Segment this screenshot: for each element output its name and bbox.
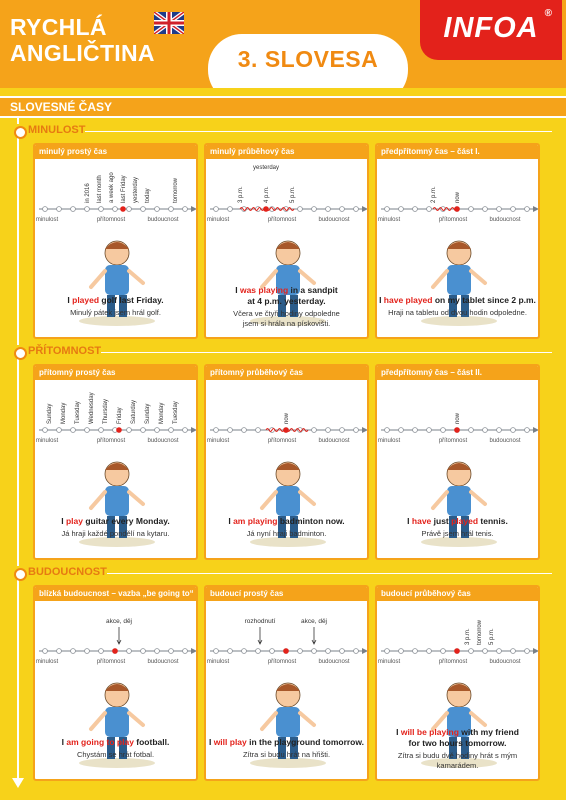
sentence-text: badminton now. [277,516,345,526]
card-header: přítomný prostý čas [35,366,196,380]
timeline-point [326,649,331,654]
tick-label: today [145,188,151,203]
translation-line: Včera ve čtyři hodiny odpoledne [233,309,340,318]
czech-translation [35,750,196,760]
timeline-point [57,207,62,212]
present-marker [120,206,126,212]
example-sentence [377,727,538,749]
tick-label: Friday [117,407,123,424]
tick-label: Sunday [145,403,151,424]
verb-highlight: will play [213,737,247,747]
event-arrow-icon [258,627,262,644]
sentence-text: I [235,285,240,295]
sentence-text: I [228,516,234,526]
timeline-label-present: přítomnost [267,438,297,444]
group-label-future: BUDOUCNOST [14,566,107,578]
example-sentence [35,295,196,306]
timeline-point [256,649,261,654]
translation-line: Zítra si budu dvě hodiny hrát s mým kamarádem. [397,751,518,770]
timeline-point [525,649,530,654]
timeline-point [298,207,303,212]
timeline-point [312,428,317,433]
tick-label: Sunday [47,403,53,424]
timeline-point [113,207,118,212]
card-header: minulý prostý čas [35,145,196,159]
sentence-text: on my tablet since 2 p.m. [432,295,536,305]
tick-label: yesterday [133,176,139,203]
verb-highlight: played [72,295,100,305]
timeline-diagram [206,601,369,671]
czech-translation [206,529,367,539]
timeline-point [183,207,188,212]
tick-label: Tuesday [173,401,179,424]
tense-card [375,364,540,560]
tick-label: in 2016 [85,183,91,203]
timeline-point [326,207,331,212]
czech-translation [206,750,367,760]
timeline-point [155,428,160,433]
sentence-text: I [61,516,66,526]
timeline-label-past: minulost [377,217,401,223]
timeline-point [228,649,233,654]
timeline-point [469,207,474,212]
sentence-line [35,737,196,748]
example-sentence [206,285,367,307]
timeline-point [99,428,104,433]
translation-line: Já hraji každé pondělí na kytaru. [61,529,170,538]
timeline-point [298,649,303,654]
tick-label: tomorrow [477,619,483,645]
example-sentence [377,295,538,306]
czech-translation [377,529,538,539]
czech-translation [377,751,538,771]
sentence-text: I [379,295,384,305]
timeline-point [312,649,317,654]
timeline-diagram [206,380,369,450]
chapter-title: 3. SLOVESA [237,46,379,72]
verb-highlight: am going to play [66,737,134,747]
timeline-point [427,649,432,654]
timeline-point [155,207,160,212]
event-arrow-icon [312,627,316,644]
timeline-point [99,649,104,654]
tick-label: Saturday [131,399,137,424]
example-sentence [206,737,367,748]
tense-card [204,585,369,781]
example-sentence [206,516,367,527]
timeline-label-future: budoucnost [147,217,179,223]
timeline-arrow-icon [533,648,539,654]
timeline-diagram [35,601,198,671]
timeline-label-present: přítomnost [438,659,468,665]
translation-line: Já nyní hraji badminton. [246,529,327,538]
tick-label: 3 p.m. [465,628,471,645]
timeline-point [127,428,132,433]
timeline-point [183,428,188,433]
timeline-point [71,428,76,433]
timeline-arrow-icon [191,648,197,654]
chapter-pill [208,34,408,88]
timeline-point [183,649,188,654]
tense-card [375,143,540,339]
timeline-label-present: přítomnost [438,438,468,444]
tick-label: last Friday [121,175,127,203]
timeline-point [71,207,76,212]
present-marker [454,427,460,433]
tick-label: now [455,191,461,203]
timeline-point [85,207,90,212]
timeline-point [511,428,516,433]
timeline-arrow-icon [191,206,197,212]
timeline-point [43,428,48,433]
sentence-line [377,727,538,738]
timeline-point [354,428,359,433]
timeline-label-past: minulost [206,217,230,223]
sentence-text: golf last Friday. [99,295,164,305]
card-header: minulý průběhový čas [206,145,367,159]
verb-highlight: was playing [239,285,289,295]
verb-highlight: will be playing [400,727,459,737]
tick-label: rozhodnutí [244,618,276,625]
sentence-line [35,295,196,306]
sentence-line [377,516,538,527]
timeline-point [141,428,146,433]
verb-highlight: play [65,516,83,526]
sentence-text: I [208,737,214,747]
translation-line: Minulý pátek jsem hrál golf. [70,308,161,317]
tick-label: akce, děj [300,618,328,625]
timeline-point [354,649,359,654]
timeline-label-past: minulost [377,438,401,444]
timeline-point [155,649,160,654]
timeline-arrow-icon [12,778,24,788]
timeline-point [340,649,345,654]
timeline-diagram [377,380,540,450]
timeline-label-future: budoucnost [318,659,350,665]
timeline-point [85,428,90,433]
timeline-point [413,207,418,212]
page-title [10,14,155,66]
timeline-diagram [35,380,198,450]
timeline-label-past: minulost [206,659,230,665]
timeline-label-future: budoucnost [489,438,521,444]
timeline-point [256,428,261,433]
sentence-line: at 4 p.m. yesterday. [247,296,326,306]
timeline-arrow-icon [362,427,368,433]
tick-label: now [455,412,461,424]
timeline-point [483,649,488,654]
sentence-line [377,295,538,306]
divider [26,131,552,132]
example-sentence [35,737,196,748]
timeline-point [413,649,418,654]
timeline-label-future: budoucnost [147,659,179,665]
sentence-text: I [396,727,401,737]
timeline-point [441,649,446,654]
group-label-present: PŘÍTOMNOST [14,345,101,357]
card-header: předpřítomný čas – část I. [377,145,538,159]
timeline-label-future: budoucnost [318,438,350,444]
timeline-point [57,649,62,654]
sentence-text: I [61,737,67,747]
timeline-point [469,649,474,654]
verb-highlight: have [411,516,432,526]
timeline-point [169,649,174,654]
timeline-arrow-icon [191,427,197,433]
tick-label: 3 p.m. [238,186,244,203]
timeline-axis [17,118,19,782]
page-header [0,0,566,88]
tense-card [33,364,198,560]
verb-highlight: have played [383,295,433,305]
timeline-label-future: budoucnost [489,217,521,223]
timeline-point [228,428,233,433]
timeline-label-present: přítomnost [96,217,126,223]
section-title: SLOVESNÉ ČASY [10,100,113,114]
timeline-arrow-icon [362,206,368,212]
timeline-point [469,428,474,433]
tense-card [204,143,369,339]
timeline-point [413,428,418,433]
title-line-1: RYCHLÁ [10,14,107,40]
card-header: blízká budoucnost – vazba „be going to“ [35,587,196,601]
timeline-point [340,428,345,433]
timeline-point [385,428,390,433]
timeline-diagram [206,159,369,229]
timeline-point [483,207,488,212]
registered-mark: ® [544,8,552,19]
example-sentence [35,516,196,527]
timeline-point [427,207,432,212]
timeline-point [85,649,90,654]
translation-line: Právě jsem hrál tenis. [421,529,494,538]
present-marker [112,648,118,654]
timeline-arrow-icon [533,427,539,433]
czech-translation [35,529,196,539]
sentence-text: tennis. [478,516,508,526]
sentence-line: for two hours tomorrow. [408,738,507,748]
tick-label: Tuesday [75,401,81,424]
tick-label: 4 p.m. [264,186,270,203]
timeline-point [441,428,446,433]
timeline-point [483,428,488,433]
timeline-label-present: přítomnost [438,217,468,223]
timeline-point [399,428,404,433]
timeline-point [525,428,530,433]
timeline-label-past: minulost [35,217,59,223]
timeline-point [214,649,219,654]
timeline-point [385,649,390,654]
timeline-label-future: budoucnost [489,659,521,665]
timeline-label-past: minulost [35,438,59,444]
sentence-line [206,285,367,296]
present-marker [283,648,289,654]
tick-label: last month [97,175,103,203]
tense-card [33,585,198,781]
card-header: přítomný průběhový čas [206,366,367,380]
timeline-point [497,649,502,654]
present-marker [116,427,122,433]
timeline-point [385,207,390,212]
event-arrow-icon [117,627,121,644]
tick-label: Thursday [103,398,109,424]
timeline-point [228,207,233,212]
example-sentence [377,516,538,527]
section-band [0,96,566,118]
timeline-point [141,649,146,654]
timeline-point [270,649,275,654]
czech-translation [35,308,196,318]
czech-translation [206,309,367,329]
sentence-text: guitar every Monday. [82,516,170,526]
card-header: budoucí průběhový čas [377,587,538,601]
present-marker [454,648,460,654]
timeline-point [497,428,502,433]
timeline-point [511,649,516,654]
tick-label: Monday [159,402,165,424]
sentence-line [35,516,196,527]
timeline-point [354,207,359,212]
translation-line: jsem si hrála na pískovišti. [242,319,331,328]
timeline-diagram [35,159,198,229]
tick-label: Wednesday [89,392,95,424]
tense-card [375,585,540,781]
timeline-point [214,207,219,212]
uk-flag-icon [154,12,184,34]
timeline-point [511,207,516,212]
timeline-point [497,207,502,212]
group-label-past: MINULOST [14,124,85,136]
timeline-label-present: přítomnost [96,438,126,444]
czech-translation [377,308,538,318]
timeline-label-present: přítomnost [267,659,297,665]
timeline-arrow-icon [533,206,539,212]
timeline-label-past: minulost [35,659,59,665]
timeline-label-future: budoucnost [147,438,179,444]
verb-highlight: am playing [233,516,278,526]
timeline-point [525,207,530,212]
timeline-label-present: přítomnost [96,659,126,665]
translation-line: Hraji na tabletu od dvou hodin odpoledne. [388,308,527,317]
timeline-point [326,428,331,433]
timeline-point [427,428,432,433]
verb-highlight: played [451,516,479,526]
tense-card [204,364,369,560]
translation-line: Zítra si budu hrát na hřišti. [242,750,331,759]
timeline-point [399,649,404,654]
timeline-point [71,649,76,654]
tick-label: akce, děj [105,618,133,625]
timeline-point [399,207,404,212]
tick-label: Monday [61,402,67,424]
timeline-label-present: přítomnost [267,217,297,223]
timeline-point [169,207,174,212]
title-line-2: ANGLIČTINA [10,40,155,66]
logo-text: INFOA [443,12,539,44]
sentence-text: I [67,295,73,305]
tick-label: now [284,412,290,424]
infoa-logo [420,0,562,60]
timeline-point [99,207,104,212]
sentence-text: in the playground tomorrow. [246,737,365,747]
sentence-line [206,737,367,748]
timeline-point [169,428,174,433]
tick-label: a week ago [109,172,115,203]
timeline-point [141,207,146,212]
sentence-text: football. [133,737,170,747]
timeline-point [127,649,132,654]
timeline-label-past: minulost [206,438,230,444]
timeline-point [242,649,247,654]
timeline-label-past: minulost [377,659,401,665]
sentence-text: just [431,516,452,526]
timeline-point [340,207,345,212]
sentence-text: with my friend [458,727,519,737]
tick-label: tomorrow [173,177,179,203]
timeline-point [43,207,48,212]
tick-label: 5 p.m. [489,628,495,645]
tense-card [33,143,198,339]
timeline-point [127,207,132,212]
card-header: předpřítomný čas – část II. [377,366,538,380]
tick-label: 5 p.m. [290,186,296,203]
timeline-point [57,428,62,433]
timeline-point [242,428,247,433]
sentence-line [206,516,367,527]
sentence-text: in a sandpit [288,285,338,295]
timeline-point [43,649,48,654]
timeline-diagram [377,159,540,229]
card-header: budoucí prostý čas [206,587,367,601]
divider [26,352,552,353]
timeline-point [214,428,219,433]
timeline-diagram [377,601,540,671]
sentence-text: I [407,516,412,526]
timeline-arrow-icon [362,648,368,654]
translation-line: Chystám se hrát fotbal. [76,750,155,759]
tick-label: yesterday [252,165,280,171]
timeline-point [312,207,317,212]
timeline-label-future: budoucnost [318,217,350,223]
tick-label: 2 p.m. [431,186,437,203]
